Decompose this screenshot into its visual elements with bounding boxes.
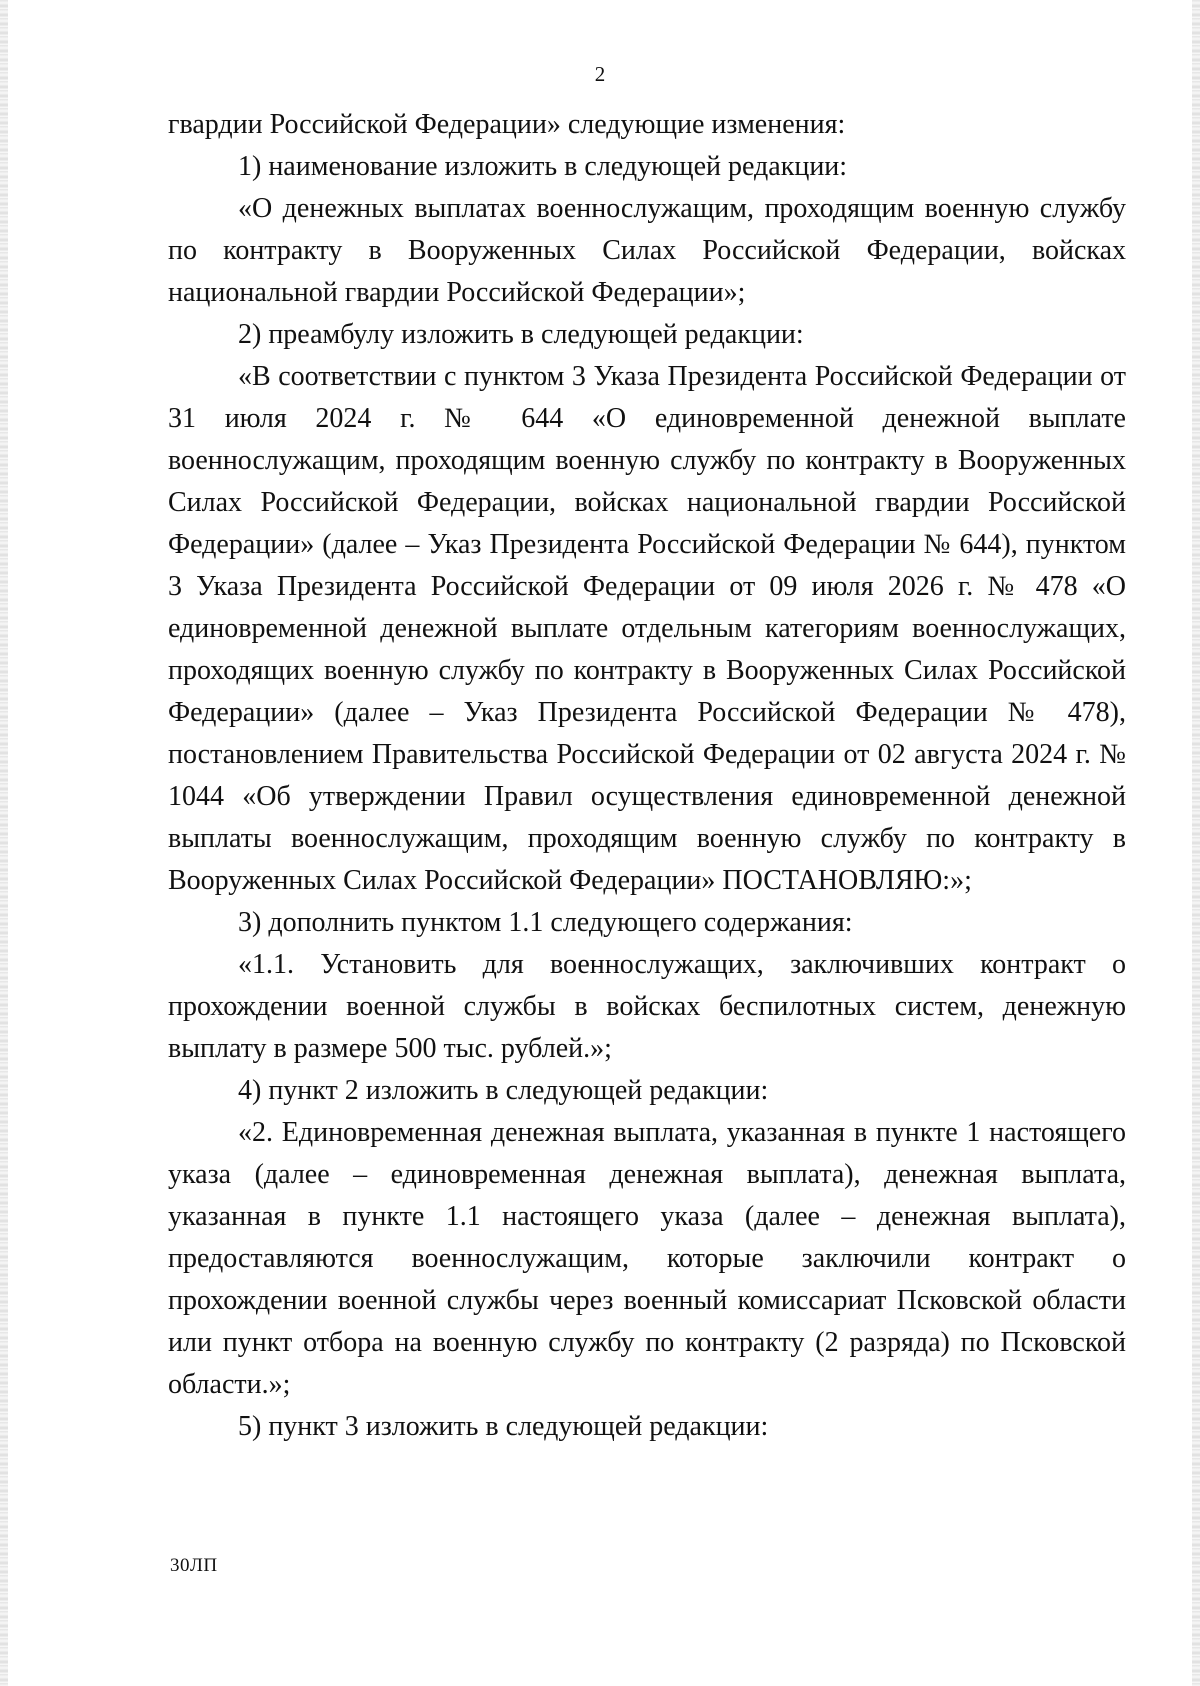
document-body [168, 104, 1126, 1448]
paragraph-new-preamble: «В соответствии с пунктом 3 Указа Президента Российской Федерации от 31 июля 2024 г. № 644 «О единовременной денежной выплате военнослужащим, проходящим военную службу по контракту в Вооруженных Силах Российской Федерации, войсках национальной гвардии Российской Федерации» (далее – Указ Президента Российской Федерации № 644), пунктом 3 Указа Президента Российской Федерации от 09 июля 2026 г. № 478 «О единовременной денежной выплате отдельным категориям военнослужащих, проходящих военную службу по контракту в Вооруженных Силах Российской Федерации» (далее – Указ Президента Российской Федерации № 478), постановлением Правительства Российской Федерации от 02 августа 2024 г. № 1044 «Об утверждении Правил осуществления единовременной денежной выплаты военнослужащим, проходящим военную службу по контракту в Вооруженных Силах Российской Федерации» ПОСТАНОВЛЯЮ:»; [168, 361, 1126, 896]
paragraph-item-3: 3) дополнить пунктом 1.1 следующего содержания: [238, 907, 853, 938]
paragraph-item-4: 4) пункт 2 изложить в следующей редакции: [238, 1075, 769, 1106]
scan-edge-left [0, 0, 8, 1686]
scan-edge-right [1192, 0, 1200, 1686]
paragraph-item-1: 1) наименование изложить в следующей редакции: [238, 151, 848, 182]
paragraph-item-5: 5) пункт 3 изложить в следующей редакции: [238, 1411, 769, 1442]
paragraph-clause-2: «2. Единовременная денежная выплата, указанная в пункте 1 настоящего указа (далее – единовременная денежная выплата), денежная выплата, указанная в пункте 1.1 настоящего указа (далее – денежная выплата), предоставляются военнослужащим, которые заключили контракт о прохождении военной службы через военный комиссариат Псковской области или пункт отбора на военную службу по контракту (2 разряда) по Псковской области.»; [168, 1117, 1126, 1400]
page-number: 2 [594, 62, 606, 86]
paragraph-continuation: гвардии Российской Федерации» следующие изменения: [168, 109, 846, 140]
paragraph-clause-1-1: «1.1. Установить для военнослужащих, заключивших контракт о прохождении военной службы в войсках беспилотных систем, денежную выплату в размере 500 тыс. рублей.»; [168, 949, 1126, 1064]
document-code: 30ЛП [170, 1555, 218, 1576]
paragraph-new-title: «О денежных выплатах военнослужащим, проходящим военную службу по контракту в Вооруженных Силах Российской Федерации, войсках национальной гвардии Российской Федерации»; [168, 193, 1126, 308]
paragraph-item-2: 2) преамбулу изложить в следующей редакции: [238, 319, 804, 350]
